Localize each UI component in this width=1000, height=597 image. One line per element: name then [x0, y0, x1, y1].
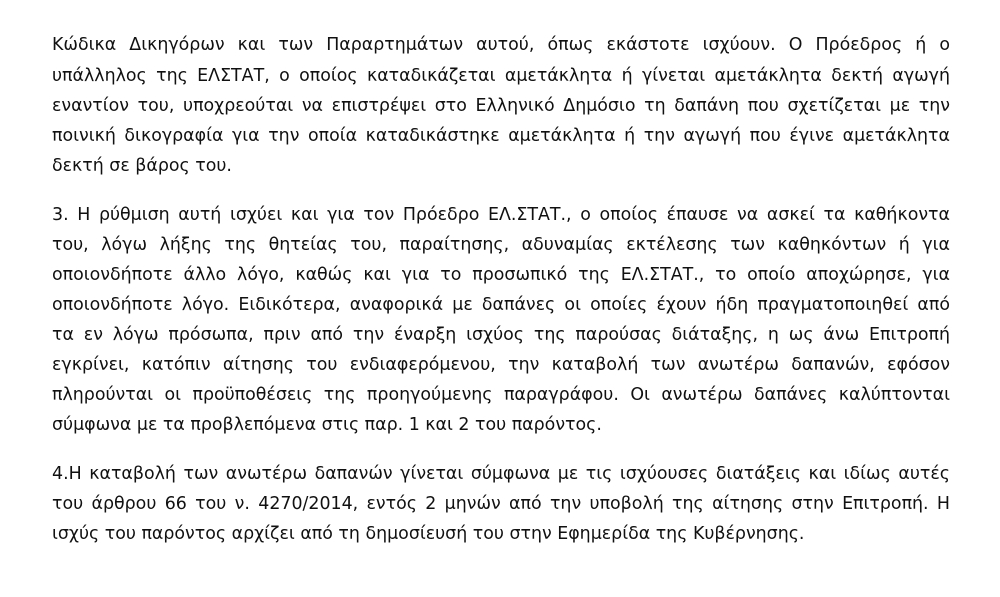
- text-line: Κώδικα Δικηγόρων και των Παραρτημάτων αυτού, όπως εκάστοτε ισχύουν. Ο Πρόεδρος ή ο: [52, 35, 950, 55]
- text-line: ισχύς του παρόντος αρχίζει από τη δημοσίευσή του στην Εφημερίδα της Κυβέρνησης.: [52, 524, 805, 544]
- text-line: τα εν λόγω πρόσωπα, πριν από την έναρξη ισχύος της παρούσας διάταξης, η ως άνω Επιτροπή: [52, 325, 950, 345]
- text-line: εναντίον του, υποχρεούται να επιστρέψει στο Ελληνικό Δημόσιο τη δαπάνη που σχετίζεται με την: [52, 96, 950, 116]
- text-line: σύμφωνα με τα προβλεπόμενα στις παρ. 1 και 2 του παρόντος.: [52, 415, 602, 435]
- text-line: ποινική δικογραφία για την οποία καταδικάστηκε αμετάκλητα ή την αγωγή που έγινε αμετάκλητα: [52, 126, 950, 146]
- text-line: οποιονδήποτε άλλο λόγο, καθώς και για το προσωπικό της ΕΛ.ΣΤΑΤ., το οποίο αποχώρησε, για: [52, 265, 950, 285]
- text-line: οποιονδήποτε λόγο. Ειδικότερα, αναφορικά με δαπάνες οι οποίες έχουν ήδη πραγματοποιηθεί από: [52, 295, 950, 315]
- text-line: 4.Η καταβολή των ανωτέρω δαπανών γίνεται σύμφωνα με τις ισχύουσες διατάξεις και ιδίως αυτές: [52, 464, 950, 484]
- text-line: υπάλληλος της ΕΛΣΤΑΤ, ο οποίος καταδικάζεται αμετάκλητα ή γίνεται αμετάκλητα δεκτή αγωγή: [52, 66, 950, 86]
- text-line: 3. Η ρύθμιση αυτή ισχύει και για τον Πρόεδρο ΕΛ.ΣΤΑΤ., ο οποίος έπαυσε να ασκεί τα καθήκοντα: [52, 205, 950, 225]
- text-line: του, λόγω λήξης της θητείας του, παραίτησης, αδυναμίας εκτέλεσης των καθηκόντων ή για: [52, 235, 950, 255]
- text-line: του άρθρου 66 του ν. 4270/2014, εντός 2 μηνών από την υποβολή της αίτησης στην Επιτροπή. Η: [52, 494, 950, 514]
- text-line: πληρούνται οι προϋποθέσεις της προηγούμενης παραγράφου. Οι ανωτέρω δαπάνες καλύπτονται: [52, 385, 950, 405]
- text-line: δεκτή σε βάρος του.: [52, 156, 232, 176]
- text-line: εγκρίνει, κατόπιν αίτησης του ενδιαφερόμενου, την καταβολή των ανωτέρω δαπανών, εφόσον: [52, 355, 950, 375]
